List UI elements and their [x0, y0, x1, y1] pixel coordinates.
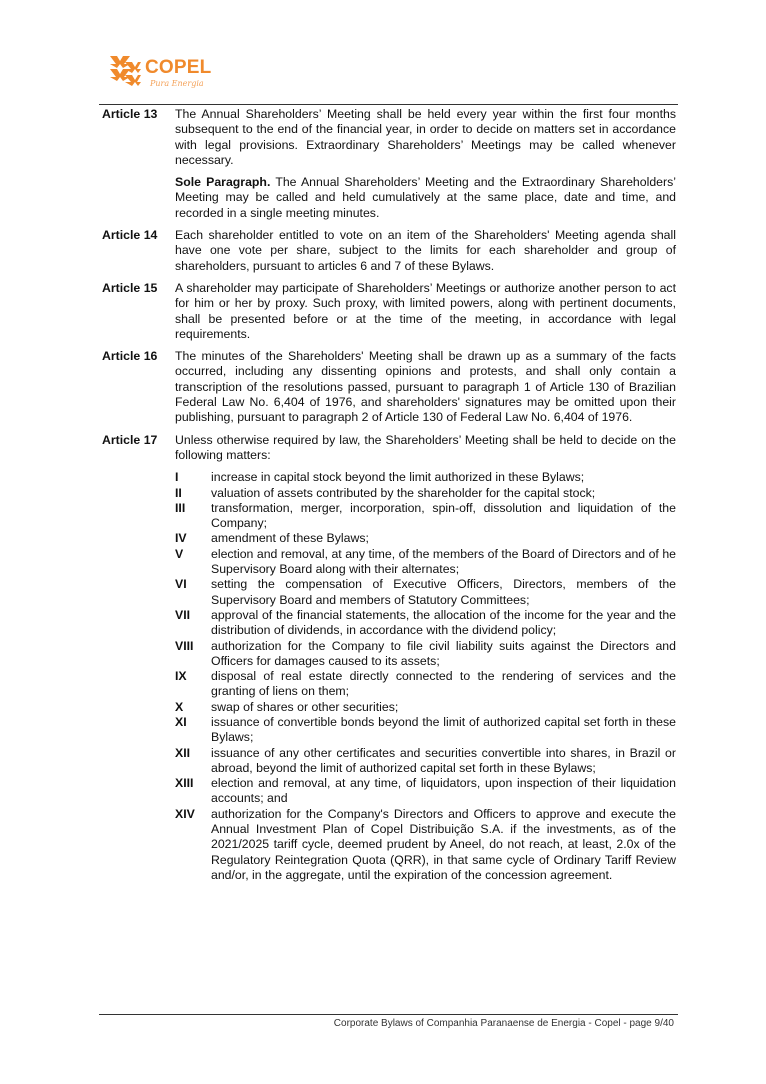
sole-paragraph	[175, 175, 676, 221]
article-paragraph: The minutes of the Shareholders' Meeting shall be drawn up as a summary of the facts occurred, including any dissenting opinions and protests, and shall only contain a transcription of the resolutions passed, pursuant to paragraph 1 of Article 130 of Brazilian Federal Law No. 6,404 of 1976, and shareholders' signatures may be omitted upon their publishing, pursuant to paragraph 2 of Article 130 of Federal Law No. 6,404 of 1976.	[175, 349, 676, 425]
item-text: issuance of any other certificates and securities convertible into shares, in Brazil or abroad, beyond the limit of authorized capital set forth in these Bylaws;	[211, 745, 676, 775]
item-text: issuance of convertible bonds beyond the limit of authorized capital set forth in these Bylaws;	[211, 714, 676, 745]
article-label: Article 15	[102, 280, 158, 295]
logo-tagline: Pura Energia	[150, 79, 204, 88]
list-item	[175, 807, 676, 883]
item-number: VII	[175, 607, 191, 622]
item-text: transformation, merger, incorporation, spin-off, dissolution and liquidation of the Company;	[211, 500, 676, 531]
article-paragraph: Unless otherwise required by law, the Shareholders’ Meeting shall be held to decide on the following matters:	[175, 432, 676, 462]
article-13	[102, 107, 676, 221]
item-number: XII	[175, 745, 191, 760]
item-text: valuation of assets contributed by the shareholder for the capital stock;	[211, 485, 596, 500]
item-number: V	[175, 546, 184, 561]
article-17	[102, 433, 676, 884]
list-item	[175, 639, 676, 670]
article-14	[102, 228, 676, 274]
item-text: disposal of real estate directly connected to the rendering of services and the granting of liens on them;	[211, 669, 676, 699]
header-divider	[99, 104, 678, 105]
article-15	[102, 281, 676, 342]
item-number: I	[175, 470, 179, 485]
sole-paragraph-label: Sole Paragraph.	[175, 175, 271, 190]
item-text: authorization for the Company to file civil liability suits against the Directors and Officers for damages caused to its assets;	[211, 638, 676, 668]
article-label: Article 14	[102, 228, 158, 243]
item-number: IV	[175, 531, 187, 546]
list-item	[175, 531, 676, 546]
list-item	[175, 715, 676, 746]
sole-paragraph-text: The Annual Shareholders’ Meeting and the Extraordinary Shareholders’ Meeting may be called and held cumulatively at the same place, date and time, and recorded in a single meeting minutes.	[175, 175, 676, 220]
article-16	[102, 349, 676, 425]
item-text: approval of the financial statements, the allocation of the income for the year and the distribution of dividends, in accordance with the dividend policy;	[211, 607, 676, 638]
copel-logo-icon	[108, 54, 142, 88]
item-text: authorization for the Company's Directors and Officers to approve and execute the Annual Investment Plan of Copel Distribuição S.A. if the investments, as of the 2021/2025 tariff cycle, deemed prudent by Aneel, do not reach, at least, 2.0x of the Regulatory Reintegration Quota (QRR), in that same cycle of Ordinary Tariff Review and/or, in the aggregate, until the expiration of the concession agreement.	[211, 806, 676, 882]
item-text: election and removal, at any time, of the members of the Board of Directors and of he Supervisory Board along with their alternates;	[211, 546, 676, 577]
list-item	[175, 501, 676, 532]
item-text: election and removal, at any time, of liquidators, upon inspection of their liquidation accounts; and	[211, 776, 676, 806]
list-item	[175, 547, 676, 578]
footer-divider	[99, 1014, 678, 1015]
list-item	[175, 486, 676, 501]
list-item	[175, 577, 676, 608]
item-text: increase in capital stock beyond the limit authorized in these Bylaws;	[211, 470, 585, 485]
item-number: XI	[175, 714, 187, 729]
page-footer: Corporate Bylaws of Companhia Paranaense de Energia - Copel - page 9/40	[333, 1018, 674, 1029]
article-paragraph: The Annual Shareholders’ Meeting shall be held every year within the first four months subsequent to the end of the financial year, in order to decide on matters set in accordance with legal provisions. Extraordinary Shareholders’ Meetings may be called whenever necessary.	[175, 107, 676, 167]
item-number: XIII	[175, 776, 194, 791]
list-item	[175, 470, 676, 485]
article-label: Article 13	[102, 107, 158, 121]
matters-list	[175, 470, 676, 883]
list-item	[175, 700, 676, 715]
item-number: XIV	[175, 806, 195, 821]
item-number: VI	[175, 577, 187, 592]
item-number: X	[175, 699, 184, 714]
item-number: IX	[175, 669, 187, 684]
list-item	[175, 776, 676, 807]
item-text: setting the compensation of Executive Officers, Directors, members of the Supervisory Board and members of Statutory Committees;	[211, 577, 676, 607]
article-paragraph: A shareholder may participate of Shareholders’ Meetings or authorize another person to act for him or her by proxy. Such proxy, with limited powers, along with pertinent documents, shall be presented before or at the time of the meeting, in accordance with legal requirements.	[175, 280, 676, 341]
company-logo	[108, 54, 218, 94]
item-text: amendment of these Bylaws;	[211, 531, 369, 546]
article-label: Article 16	[102, 349, 158, 364]
list-item	[175, 669, 676, 700]
list-item	[175, 746, 676, 777]
document-body	[102, 107, 676, 890]
item-number: VIII	[175, 638, 194, 653]
article-paragraph: Each shareholder entitled to vote on an item of the Shareholders' Meeting agenda shall have one vote per share, subject to the limits for each shareholder and group of shareholders, pursuant to articles 6 and 7 of these Bylaws.	[175, 228, 676, 273]
item-number: III	[175, 500, 186, 515]
article-label: Article 17	[102, 432, 158, 447]
logo-wordmark: COPEL	[145, 57, 212, 78]
item-text: swap of shares or other securities;	[211, 699, 399, 714]
item-number: II	[175, 485, 182, 500]
list-item	[175, 608, 676, 639]
